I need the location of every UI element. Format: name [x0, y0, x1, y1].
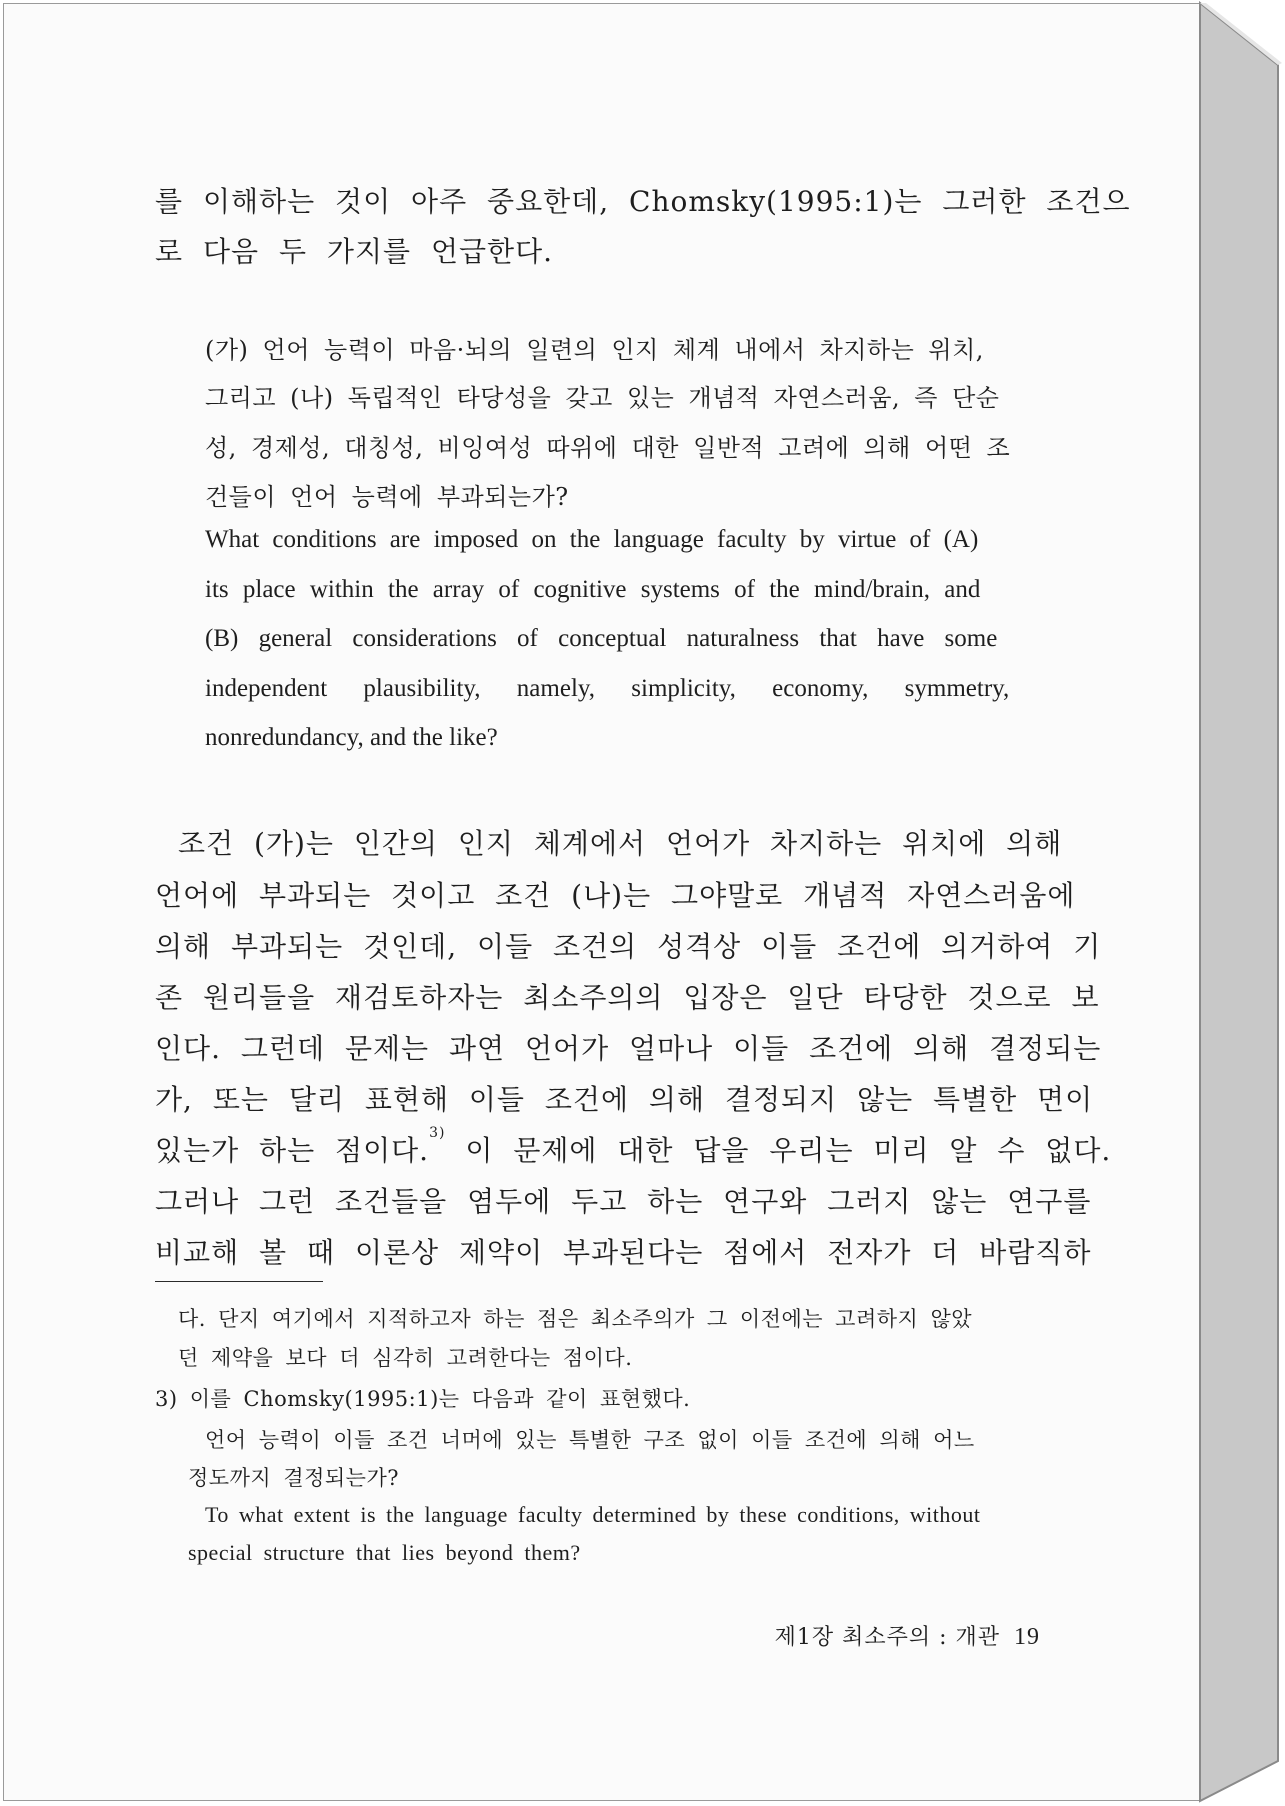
- main-line-7-end: 이 문제에 대한 답을 우리는 미리 알 수 없다.: [445, 1134, 1112, 1167]
- main-line-6: 가, 또는 달리 표현해 이들 조건에 의해 결정되지 않는 특별한 면이: [155, 1083, 1094, 1116]
- intro-line-2: 로 다음 두 가지를 언급한다.: [155, 235, 554, 268]
- page-number: 19: [1014, 1624, 1040, 1650]
- main-line-9: 비교해 볼 때 이론상 제약이 부과된다는 점에서 전자가 더 바람직하: [155, 1236, 1092, 1269]
- footnote-3-en-line-2: special structure that lies beyond them?: [188, 1540, 581, 1565]
- quote-en-line-1: What conditions are imposed on the language faculty by virtue of (A): [205, 526, 979, 553]
- quote-en-line-5: nonredundancy, and the like?: [205, 724, 498, 751]
- quote-ko-line-4: 건들이 언어 능력에 부과되는가?: [205, 483, 569, 511]
- main-line-5: 인다. 그런데 문제는 과연 언어가 얼마나 이들 조건에 의해 결정되는: [155, 1032, 1102, 1065]
- footnote-divider: [155, 1281, 323, 1282]
- intro-line-1: 를 이해하는 것이 아주 중요한데, Chomsky(1995:1)는 그러한 조건으: [155, 185, 1131, 218]
- main-line-2: 언어에 부과되는 것이고 조건 (나)는 그야말로 개념적 자연스러움에: [155, 879, 1076, 912]
- quote-ko-line-2: 그리고 (나) 독립적인 타당성을 갖고 있는 개념적 자연스러움, 즉 단순: [205, 384, 1000, 412]
- chapter-title: 제1장 최소주의 : 개관: [774, 1625, 1000, 1650]
- footnote-3-ko-line-1: 언어 능력이 이들 조건 너머에 있는 특별한 구조 없이 이들 조건에 의해 어느: [205, 1428, 975, 1452]
- quote-ko-line-1: (가) 언어 능력이 마음·뇌의 일련의 인지 체계 내에서 차지하는 위치,: [205, 336, 984, 364]
- footnote-cont-line-1: 다. 단지 여기에서 지적하고자 하는 점은 최소주의가 그 이전에는 고려하지 않았: [178, 1307, 973, 1331]
- page-footer: [760, 1620, 1040, 1651]
- main-line-3: 의해 부과되는 것인데, 이들 조건의 성격상 이들 조건에 의거하여 기: [155, 930, 1102, 963]
- main-line-8: 그러나 그런 조건들을 염두에 두고 하는 연구와 그러지 않는 연구를: [155, 1185, 1092, 1218]
- main-line-7: [155, 1125, 1112, 1169]
- quote-en-line-2: its place within the array of cognitive systems of the mind/brain, and: [205, 576, 981, 603]
- book-spine: [1200, 3, 1282, 1801]
- main-line-1: 조건 (가)는 인간의 인지 체계에서 언어가 차지하는 위치에 의해: [178, 827, 1063, 860]
- quote-ko-line-3: 성, 경제성, 대칭성, 비잉여성 따위에 대한 일반적 고려에 의해 어떤 조: [205, 434, 1011, 462]
- quote-en-line-4: independent plausibility, namely, simplicity, economy, symmetry,: [205, 675, 1010, 702]
- footnote-3-en-line-1: To what extent is the language faculty determined by these conditions, without: [205, 1502, 981, 1527]
- main-line-4: 존 원리들을 재검토하자는 최소주의의 입장은 일단 타당한 것으로 보: [155, 981, 1100, 1014]
- footnote-3-ko-line-2: 정도까지 결정되는가?: [188, 1466, 400, 1490]
- quote-en-line-3: (B) general considerations of conceptual naturalness that have some: [205, 625, 998, 652]
- footnote-3-text: 이를 Chomsky(1995:1)는 다음과 같이 표현했다.: [189, 1387, 691, 1411]
- footnote-3-label: 3): [155, 1387, 178, 1411]
- footnote-cont-line-2: 던 제약을 보다 더 심각히 고려한다는 점이다.: [178, 1346, 633, 1370]
- main-line-7-start: 있는가 하는 점이다.: [155, 1134, 430, 1167]
- footnote-3: [155, 1383, 690, 1413]
- footnote-ref-3[interactable]: 3): [429, 1125, 446, 1141]
